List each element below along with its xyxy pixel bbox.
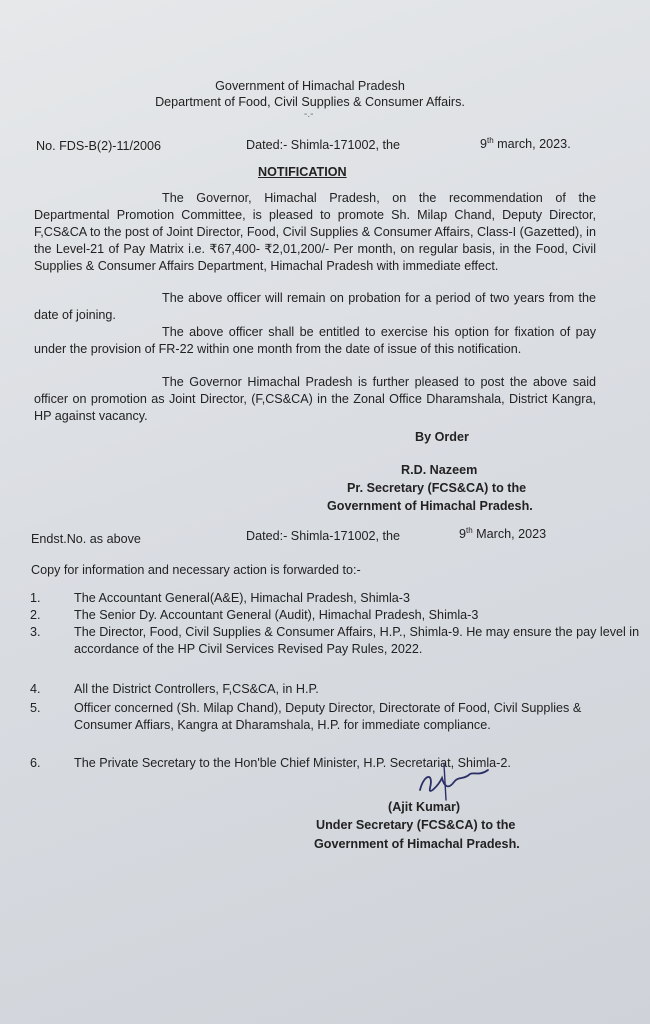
paragraph-text: The Governor Himachal Pradesh is further pleased to post the above said officer on promotion as Joint Director, (F,CS&CA) in the Zonal Office Dharamshala, District Kangra, HP against vacancy. — [34, 375, 596, 423]
copy-intro: Copy for information and necessary action is forwarded to:- — [31, 563, 361, 577]
date-rest: march, 2023. — [493, 137, 571, 151]
header-government: Government of Himachal Pradesh — [215, 79, 405, 93]
paragraph-text: The Governor, Himachal Pradesh, on the recommendation of the Departmental Promotion Committee, is pleased to promote Sh. Milap Chand, Deputy Director, F,CS&CA to the post of Joint Director, Food, Civil Supplies & Consumer Affairs, Class-I (Gazetted), in the Level-21 of Pay Matrix i.e. ₹67,400- ₹2,01,200/- Per month, on regular basis, in the Food, Civil Supplies & Consumer Affairs Department, Himachal Pradesh with immediate effect. — [34, 191, 596, 273]
paragraph-promotion — [34, 190, 596, 275]
item-number: 1. — [30, 591, 41, 605]
reference-date — [480, 136, 571, 153]
reference-number: No. FDS-B(2)-11/2006 — [36, 139, 162, 153]
item-number: 2. — [30, 608, 41, 622]
item-text: All the District Controllers, F,CS&CA, in H.P. — [74, 682, 319, 696]
endorsement-date — [459, 526, 546, 543]
signatory1-designation: Pr. Secretary (FCS&CA) to the — [347, 481, 527, 495]
item-text: The Director, Food, Civil Supplies & Consumer Affairs, H.P., Shimla-9. He may ensure the pay level in accordance of the HP Civil Services Revised Pay Rules, 2022. — [74, 625, 640, 656]
signatory2-name: (Ajit Kumar) — [388, 800, 461, 814]
date-suffix: th — [487, 135, 494, 145]
item-text: The Senior Dy. Accountant General (Audit), Himachal Pradesh, Shimla-3 — [74, 608, 479, 622]
item-number: 4. — [30, 682, 41, 696]
item-number: 3. — [30, 625, 41, 639]
item-number: 6. — [30, 756, 41, 770]
paragraph-text: The above officer shall be entitled to exercise his option for fixation of pay under the provision of FR-22 within one month from the date of issue of this notification. — [34, 325, 596, 356]
notification-title: NOTIFICATION — [258, 165, 347, 179]
signatory2-designation: Under Secretary (FCS&CA) to the — [316, 818, 516, 832]
date-rest: March, 2023 — [472, 527, 547, 541]
item-text: Officer concerned (Sh. Milap Chand), Deputy Director, Directorate of Food, Civil Supplies & Consumer Affiars, Kangra at Dharamshala, H.P. for immediate compliance. — [74, 701, 582, 732]
item-text: The Accountant General(A&E), Himachal Pradesh, Shimla-3 — [74, 591, 410, 605]
item-text: The Private Secretary to the Hon'ble Chief Minister, H.P. Secretariat, Shimla-2. — [74, 756, 511, 770]
date-suffix: th — [466, 525, 473, 535]
by-order: By Order — [415, 430, 469, 444]
item-number: 5. — [30, 701, 41, 715]
signatory2-org: Government of Himachal Pradesh. — [314, 837, 520, 851]
date-day: 9 — [480, 137, 488, 151]
signatory1-name: R.D. Nazeem — [401, 463, 478, 477]
paragraph-posting — [34, 374, 596, 425]
stray-mark: ‑.‑ — [304, 109, 314, 120]
date-day: 9 — [459, 527, 467, 541]
handwritten-signature — [414, 760, 494, 804]
paragraph-pay-fixation — [34, 324, 596, 358]
signatory1-org: Government of Himachal Pradesh. — [327, 499, 533, 513]
header-department: Department of Food, Civil Supplies & Consumer Affairs. — [155, 95, 465, 109]
paragraph-probation — [34, 290, 596, 324]
reference-dated: Dated:- Shimla-171002, the — [246, 138, 401, 152]
endorsement-number: Endst.No. as above — [31, 532, 141, 546]
endorsement-dated: Dated:- Shimla-171002, the — [246, 529, 401, 543]
paragraph-text: The above officer will remain on probation for a period of two years from the date of joining. — [34, 291, 596, 322]
